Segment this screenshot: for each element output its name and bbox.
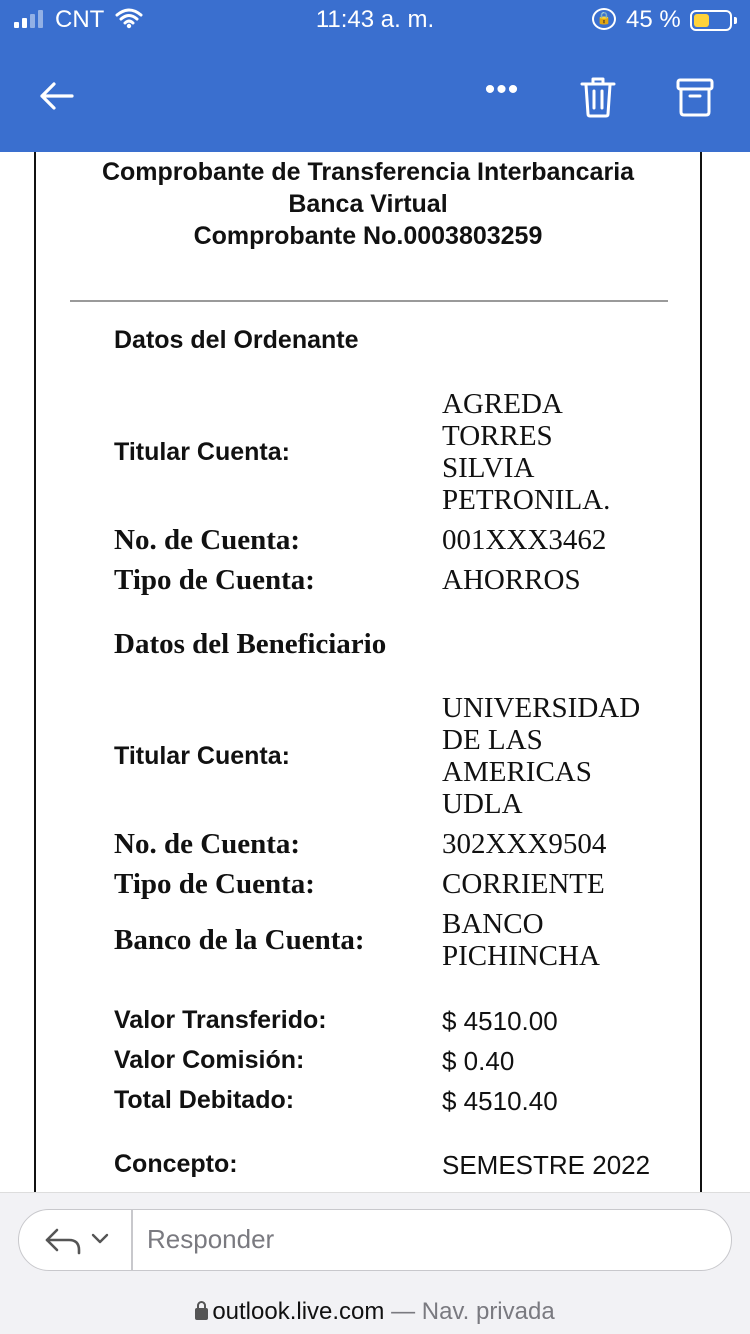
carrier-name: CNT [55,6,105,33]
status-bar [0,0,750,40]
private-mode-label: — Nav. privada [391,1298,555,1325]
valor-comision-value: $ 0.40 [442,1046,515,1076]
beneficiario-tipo-label: Tipo de Cuenta: [114,868,315,900]
reply-icon[interactable] [43,1226,83,1256]
lock-icon [195,1308,208,1320]
concepto-label: Concepto: [114,1150,238,1178]
valor-comision-label: Valor Comisión: [114,1046,305,1074]
receipt-number: Comprobante No.0003803259 [193,222,543,250]
battery-icon [690,10,732,31]
beneficiario-tipo-value: CORRIENTE [442,868,605,900]
clock: 11:43 a. m. [315,6,435,33]
concepto-value: SEMESTRE 2022 [442,1150,651,1180]
reply-divider [131,1210,133,1270]
orientation-lock-icon: 🔒 [592,8,616,30]
ordenante-titular-label: Titular Cuenta: [114,438,290,466]
divider [70,300,668,302]
total-debitado-value: $ 4510.40 [442,1086,558,1116]
reply-placeholder[interactable]: Responder [147,1224,275,1254]
beneficiario-titular-value: UNIVERSIDAD DE LAS AMERICAS UDLA [442,692,641,820]
valor-transferido-value: $ 4510.00 [442,1006,558,1036]
receipt-subtitle: Banca Virtual [288,190,448,218]
archive-icon[interactable] [676,76,714,118]
beneficiario-cuenta-value: 302XXX9504 [442,828,607,860]
more-dots-icon[interactable]: ••• [484,73,520,106]
email-body [34,152,702,1192]
beneficiario-titular-label: Titular Cuenta: [114,742,290,770]
ordenante-tipo-label: Tipo de Cuenta: [114,564,315,596]
receipt-title: Comprobante de Transferencia Interbancaria [101,158,635,186]
beneficiario-banco-label: Banco de la Cuenta: [114,924,365,956]
url-text: outlook.live.com [212,1298,385,1325]
battery-percent: 45 % [626,6,681,33]
ordenante-titular-value: AGREDA TORRES SILVIA PETRONILA. [442,388,611,516]
trash-icon[interactable] [580,76,616,118]
mail-toolbar [0,40,750,152]
section-beneficiario: Datos del Beneficiario [114,628,387,660]
browser-url-bar[interactable] [0,1288,750,1334]
ordenante-tipo-value: AHORROS [442,564,581,596]
beneficiario-banco-value: BANCO PICHINCHA [442,908,600,972]
ordenante-cuenta-label: No. de Cuenta: [114,524,301,556]
chevron-down-icon[interactable] [91,1232,109,1246]
valor-transferido-label: Valor Transferido: [114,1006,327,1034]
reply-input[interactable] [18,1209,732,1271]
reply-bar [0,1192,750,1288]
section-ordenante: Datos del Ordenante [114,326,359,354]
ordenante-cuenta-value: 001XXX3462 [442,524,607,556]
total-debitado-label: Total Debitado: [114,1086,295,1114]
beneficiario-cuenta-label: No. de Cuenta: [114,828,301,860]
back-arrow-icon[interactable] [36,76,76,116]
